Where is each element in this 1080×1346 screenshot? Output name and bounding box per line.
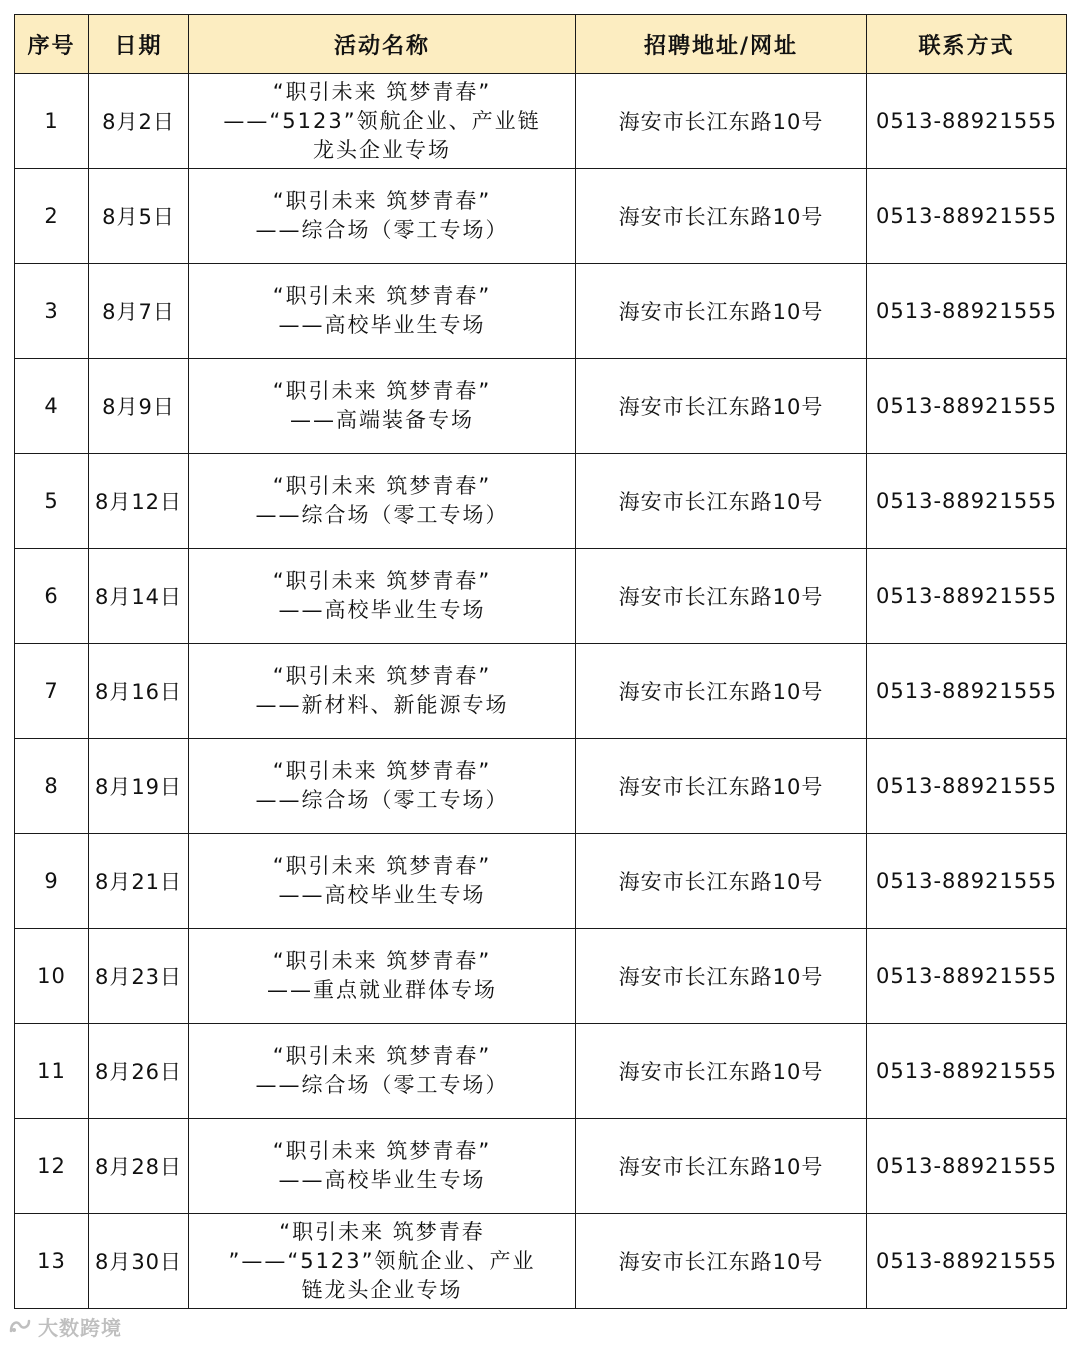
date-cell: 8月23日 xyxy=(89,929,189,1024)
event-name-cell xyxy=(189,454,576,549)
address-cell: 海安市长江东路10号 xyxy=(576,74,867,169)
event-name-line: “职引未来 筑梦青春” xyxy=(272,1139,492,1163)
event-name-line: ——新材料、新能源专场 xyxy=(255,693,509,717)
address-cell: 海安市长江东路10号 xyxy=(576,454,867,549)
serial-number-cell: 10 xyxy=(15,929,89,1024)
table-row xyxy=(15,549,1067,644)
date-cell: 8月30日 xyxy=(89,1214,189,1309)
address-cell: 海安市长江东路10号 xyxy=(576,1024,867,1119)
table-row xyxy=(15,1119,1067,1214)
contact-cell: 0513-88921555 xyxy=(867,454,1067,549)
serial-number-cell: 5 xyxy=(15,454,89,549)
event-name-line: “职引未来 筑梦青春” xyxy=(272,284,492,308)
event-name-cell xyxy=(189,834,576,929)
serial-number-cell: 7 xyxy=(15,644,89,739)
header-serial-number: 序号 xyxy=(15,15,89,74)
contact-cell: 0513-88921555 xyxy=(867,644,1067,739)
serial-number-cell: 1 xyxy=(15,74,89,169)
event-name-line: ——综合场（零工专场） xyxy=(255,1073,509,1097)
event-name-line: ——综合场（零工专场） xyxy=(255,218,509,242)
contact-cell: 0513-88921555 xyxy=(867,1119,1067,1214)
header-address: 招聘地址/网址 xyxy=(576,15,867,74)
event-name-line: ——综合场（零工专场） xyxy=(255,503,509,527)
contact-cell: 0513-88921555 xyxy=(867,834,1067,929)
watermark-text: 大数跨境 xyxy=(38,1315,122,1340)
date-cell: 8月28日 xyxy=(89,1119,189,1214)
event-name-cell xyxy=(189,264,576,359)
event-name-line: “职引未来 筑梦青春” xyxy=(272,664,492,688)
job-fair-schedule-table xyxy=(14,14,1067,1309)
table-row xyxy=(15,834,1067,929)
event-name-line: “职引未来 筑梦青春” xyxy=(272,189,492,213)
date-cell: 8月16日 xyxy=(89,644,189,739)
date-cell: 8月26日 xyxy=(89,1024,189,1119)
event-name-line: ——高校毕业生专场 xyxy=(278,883,486,907)
contact-cell: 0513-88921555 xyxy=(867,1214,1067,1309)
contact-cell: 0513-88921555 xyxy=(867,264,1067,359)
serial-number-cell: 11 xyxy=(15,1024,89,1119)
event-name-cell xyxy=(189,359,576,454)
date-cell: 8月2日 xyxy=(89,74,189,169)
contact-cell: 0513-88921555 xyxy=(867,549,1067,644)
serial-number-cell: 12 xyxy=(15,1119,89,1214)
address-cell: 海安市长江东路10号 xyxy=(576,644,867,739)
table-row xyxy=(15,739,1067,834)
serial-number-cell: 9 xyxy=(15,834,89,929)
event-name-line: “职引未来 筑梦青春” xyxy=(272,854,492,878)
table-row xyxy=(15,359,1067,454)
event-name-line: “职引未来 筑梦青春” xyxy=(272,759,492,783)
address-cell: 海安市长江东路10号 xyxy=(576,834,867,929)
date-cell: 8月19日 xyxy=(89,739,189,834)
event-name-line: ”——“5123”领航企业、产业 xyxy=(228,1248,536,1273)
table-row xyxy=(15,929,1067,1024)
event-name-line: ——高校毕业生专场 xyxy=(278,598,486,622)
contact-cell: 0513-88921555 xyxy=(867,359,1067,454)
event-name-line: ——高校毕业生专场 xyxy=(278,313,486,337)
event-name-cell xyxy=(189,739,576,834)
event-name-cell xyxy=(189,644,576,739)
contact-cell: 0513-88921555 xyxy=(867,739,1067,834)
event-name-line: 链龙头企业专场 xyxy=(301,1277,463,1302)
date-cell: 8月7日 xyxy=(89,264,189,359)
event-name-cell xyxy=(189,549,576,644)
date-cell: 8月21日 xyxy=(89,834,189,929)
table-row xyxy=(15,74,1067,169)
event-name-cell xyxy=(189,1024,576,1119)
header-date: 日期 xyxy=(89,15,189,74)
brand-logo-icon xyxy=(8,1317,32,1335)
event-name-line: “职引未来 筑梦青春” xyxy=(272,474,492,498)
table-row xyxy=(15,1214,1067,1309)
serial-number-cell: 4 xyxy=(15,359,89,454)
event-name-line: ——综合场（零工专场） xyxy=(255,788,509,812)
table-row xyxy=(15,454,1067,549)
serial-number-cell: 3 xyxy=(15,264,89,359)
header-event-name: 活动名称 xyxy=(189,15,576,74)
event-name-cell xyxy=(189,929,576,1024)
address-cell: 海安市长江东路10号 xyxy=(576,739,867,834)
serial-number-cell: 6 xyxy=(15,549,89,644)
address-cell: 海安市长江东路10号 xyxy=(576,1214,867,1309)
event-name-line: 龙头企业专场 xyxy=(313,137,451,162)
address-cell: 海安市长江东路10号 xyxy=(576,359,867,454)
event-name-cell xyxy=(189,1119,576,1214)
address-cell: 海安市长江东路10号 xyxy=(576,264,867,359)
event-name-cell xyxy=(189,74,576,169)
table-row xyxy=(15,169,1067,264)
serial-number-cell: 13 xyxy=(15,1214,89,1309)
event-name-line: “职引未来 筑梦青春” xyxy=(272,569,492,593)
table-body xyxy=(15,74,1067,1309)
event-name-line: “职引未来 筑梦青春” xyxy=(272,79,492,104)
table-row xyxy=(15,1024,1067,1119)
address-cell: 海安市长江东路10号 xyxy=(576,169,867,264)
table-row xyxy=(15,644,1067,739)
event-name-cell xyxy=(189,169,576,264)
date-cell: 8月9日 xyxy=(89,359,189,454)
event-name-line: ——重点就业群体专场 xyxy=(267,978,497,1002)
event-name-line: “职引未来 筑梦青春 xyxy=(279,1219,485,1244)
address-cell: 海安市长江东路10号 xyxy=(576,929,867,1024)
contact-cell: 0513-88921555 xyxy=(867,169,1067,264)
event-name-line: “职引未来 筑梦青春” xyxy=(272,949,492,973)
date-cell: 8月14日 xyxy=(89,549,189,644)
serial-number-cell: 2 xyxy=(15,169,89,264)
event-name-line: ——“5123”领航企业、产业链 xyxy=(223,108,541,133)
date-cell: 8月5日 xyxy=(89,169,189,264)
event-name-line: ——高端装备专场 xyxy=(290,408,474,432)
event-name-line: ——高校毕业生专场 xyxy=(278,1168,486,1192)
address-cell: 海安市长江东路10号 xyxy=(576,549,867,644)
date-cell: 8月12日 xyxy=(89,454,189,549)
contact-cell: 0513-88921555 xyxy=(867,929,1067,1024)
contact-cell: 0513-88921555 xyxy=(867,1024,1067,1119)
table-row xyxy=(15,264,1067,359)
contact-cell: 0513-88921555 xyxy=(867,74,1067,169)
event-name-cell xyxy=(189,1214,576,1309)
table-header-row xyxy=(15,15,1067,74)
serial-number-cell: 8 xyxy=(15,739,89,834)
header-contact: 联系方式 xyxy=(867,15,1067,74)
watermark xyxy=(8,1312,122,1340)
address-cell: 海安市长江东路10号 xyxy=(576,1119,867,1214)
event-name-line: “职引未来 筑梦青春” xyxy=(272,1044,492,1068)
event-name-line: “职引未来 筑梦青春” xyxy=(272,379,492,403)
